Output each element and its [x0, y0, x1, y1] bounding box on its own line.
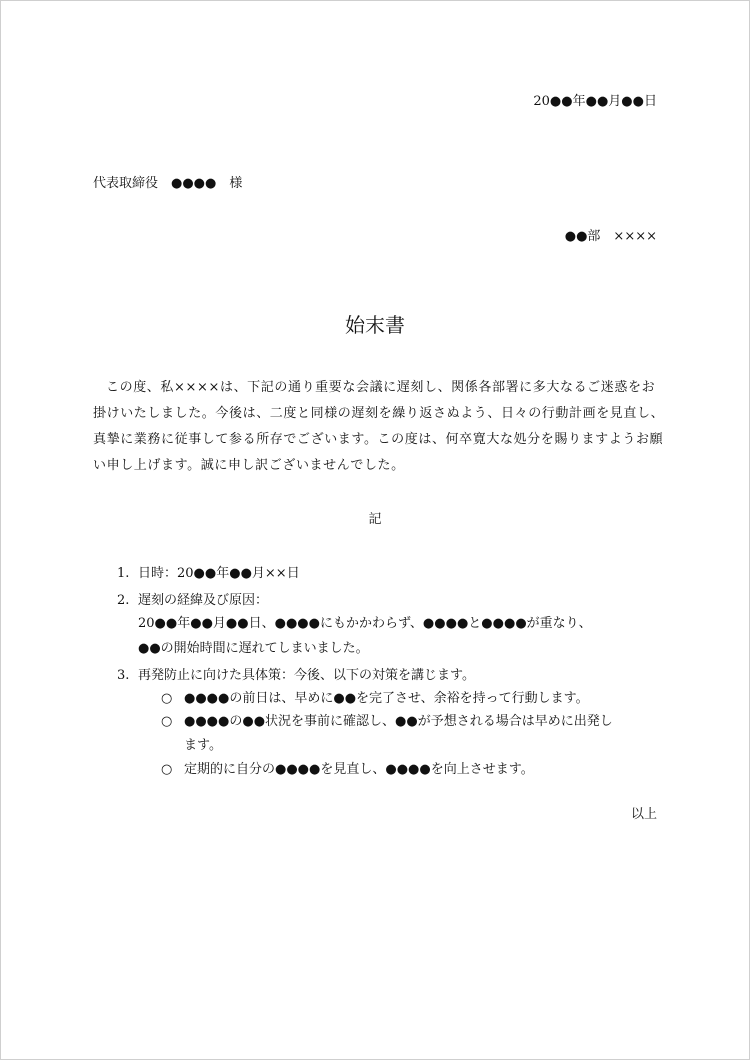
- item-line: ●●の開始時間に遅れてしまいました。: [138, 641, 369, 656]
- item-line: 再発防止に向けた具体策：今後、以下の対策を講じます。: [138, 668, 475, 683]
- recipient-line: 代表取締役 ●●●● 様: [93, 176, 243, 191]
- body-line: うお願い申し上げます。誠に申し訳ございませんでした。: [93, 432, 664, 473]
- sender-line: ●●部 ××××: [564, 229, 657, 244]
- item-line: 日時：20●●年●●月××日: [138, 566, 300, 581]
- subitem-line: ●●●●の●●状況を事前に確認し、●●が予想される場合は早めに出発し: [184, 714, 613, 729]
- circle-bullet-icon: ○: [161, 714, 173, 729]
- item-line: 20●●年●●月●●日、●●●●にもかかわらず、●●●●と●●●●が重なり、: [138, 616, 592, 631]
- subitem-line: ます。: [184, 738, 222, 753]
- document-title: 始末書: [345, 313, 405, 337]
- item-line: 遅刻の経緯及び原因：: [138, 593, 269, 608]
- circle-bullet-icon: ○: [161, 762, 173, 777]
- body-line: お掛けいたしました。今後は、二度と同様の遅刻を繰り返さぬよう、日々の行動計画を見直: [93, 380, 656, 421]
- body-paragraph: [93, 375, 665, 479]
- circle-bullet-icon: ○: [161, 691, 173, 706]
- body-line: この度、私××××は、下記の通り重要な会議に遅刻し、関係各部署に多大なるご迷惑を: [106, 380, 642, 395]
- item-number: 1.: [117, 566, 130, 581]
- item-number: 3.: [117, 668, 130, 683]
- document-date: 20●●年●●月●●日: [533, 94, 657, 109]
- body-line: し、真摯に業務に従事して参る所存でございます。この度は、何卒寛大な処分を賜りますよ: [93, 406, 665, 447]
- ki-heading: 記: [368, 512, 382, 527]
- closing-text: 以上: [630, 807, 657, 822]
- subitem-line: 定期的に自分の●●●●を見直し、●●●●を向上させます。: [184, 762, 534, 777]
- subitem-line: ●●●●の前日は、早めに●●を完了させ、余裕を持って行動します。: [184, 691, 589, 706]
- item-number: 2.: [117, 593, 130, 608]
